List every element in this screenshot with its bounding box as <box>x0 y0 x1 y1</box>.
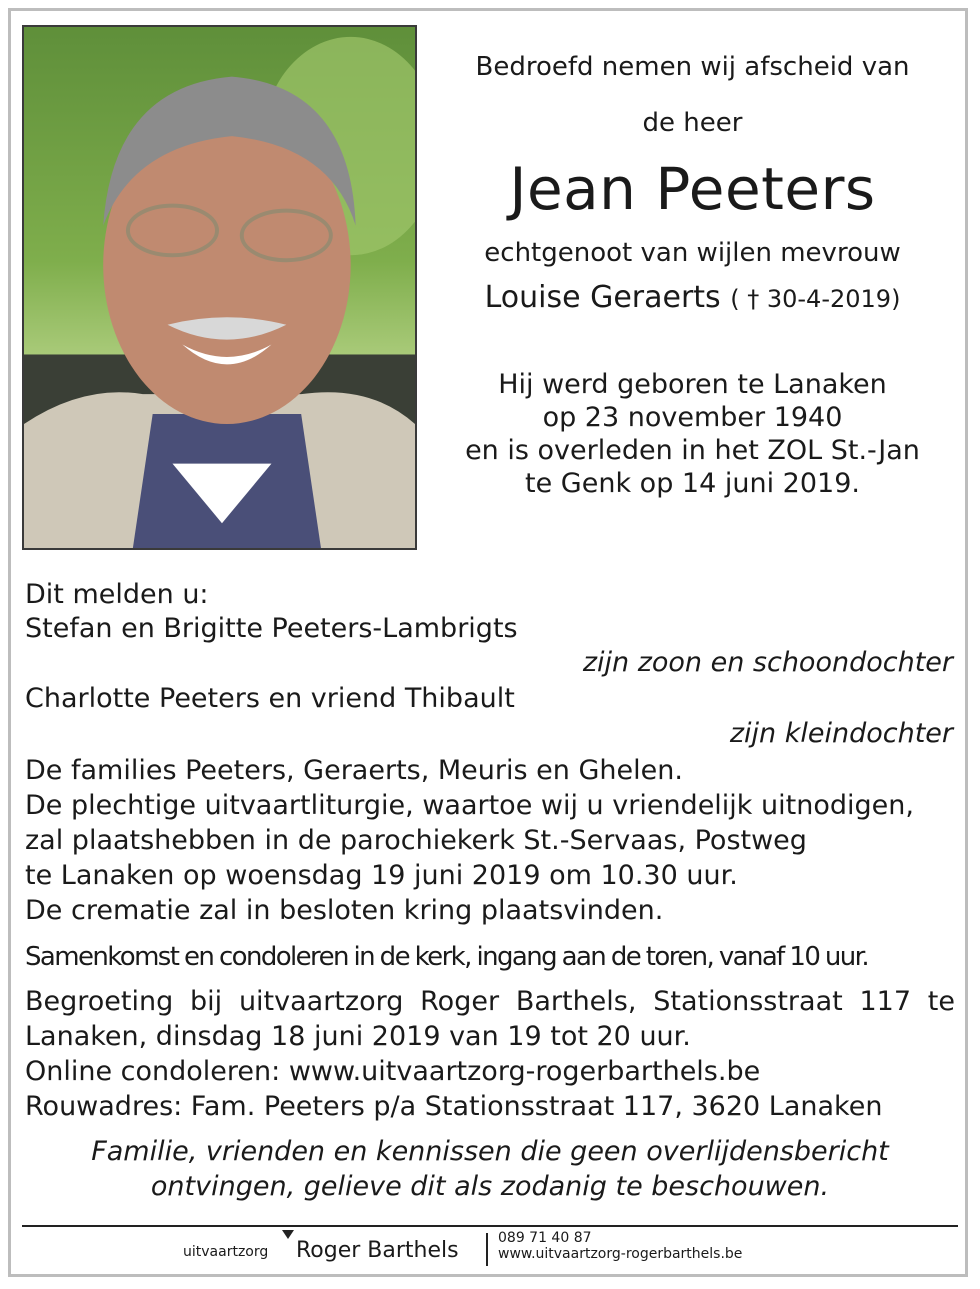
family-member-relation: zijn kleindochter <box>729 718 953 749</box>
spouse <box>440 280 945 315</box>
birth-line: te Genk op 14 juni 2019. <box>525 468 860 499</box>
footer-brand: Roger Barthels <box>296 1238 459 1263</box>
deceased-name: Jean Peeters <box>509 155 876 223</box>
birth-death-info <box>440 368 945 500</box>
ceremony-line: zal plaatshebben in de parochiekerk St.-Servaas, Postweg <box>25 825 807 856</box>
footer-prefix: uitvaartzorg <box>183 1244 269 1260</box>
family-member-name: Charlotte Peeters en vriend Thibault <box>25 683 515 714</box>
ceremony-line: De crematie zal in besloten kring plaatsvinden. <box>25 895 664 926</box>
triangle-icon <box>282 1230 294 1239</box>
spouse-name: Louise Geraerts <box>484 280 721 315</box>
intro-text: Bedroefd nemen wij afscheid van <box>475 52 910 82</box>
families-line: De families Peeters, Geraerts, Meuris en Ghelen. <box>25 755 683 786</box>
online-condolence: Online condoleren: www.uitvaartzorg-rogerbarthels.be <box>25 1056 761 1087</box>
footer-separator <box>486 1233 488 1266</box>
mourning-address: Rouwadres: Fam. Peeters p/a Stationsstraat 117, 3620 Lanaken <box>25 1091 883 1122</box>
footer <box>0 1230 980 1270</box>
footer-website: www.uitvaartzorg-rogerbarthels.be <box>498 1246 743 1262</box>
portrait-photo <box>22 25 417 550</box>
notice-line: Familie, vrienden en kennissen die geen overlijdensbericht <box>91 1136 889 1167</box>
ceremony-line: te Lanaken op woensdag 19 juni 2019 om 10.30 uur. <box>25 860 738 891</box>
ceremony-line: De plechtige uitvaartliturgie, waartoe wij u vriendelijk uitnodigen, <box>25 790 914 821</box>
deceased-title: de heer <box>642 108 743 138</box>
family-heading: Dit melden u: <box>25 579 209 610</box>
gathering-line: Samenkomst en condoleren in de kerk, ingang aan de toren, vanaf 10 uur. <box>25 942 869 972</box>
family-member-name: Stefan en Brigitte Peeters-Lambrigts <box>25 613 518 644</box>
footer-divider <box>22 1225 958 1227</box>
birth-line: en is overleden in het ZOL St.-Jan <box>465 435 920 466</box>
greeting-line: Begroeting bij uitvaartzorg Roger Barthels, Stationsstraat 117 te <box>25 986 955 1017</box>
birth-line: Hij werd geboren te Lanaken <box>498 369 887 400</box>
footer-phone: 089 71 40 87 <box>498 1230 592 1246</box>
spouse-death-date: ( † 30-4-2019) <box>730 285 901 313</box>
birth-line: op 23 november 1940 <box>542 402 843 433</box>
greeting-line: Lanaken, dinsdag 18 juni 2019 van 19 tot 20 uur. <box>25 1021 691 1052</box>
spouse-line: echtgenoot van wijlen mevrouw <box>484 238 901 268</box>
notice-line: ontvingen, gelieve dit als zodanig te beschouwen. <box>150 1171 830 1202</box>
family-member-relation: zijn zoon en schoondochter <box>582 647 953 678</box>
